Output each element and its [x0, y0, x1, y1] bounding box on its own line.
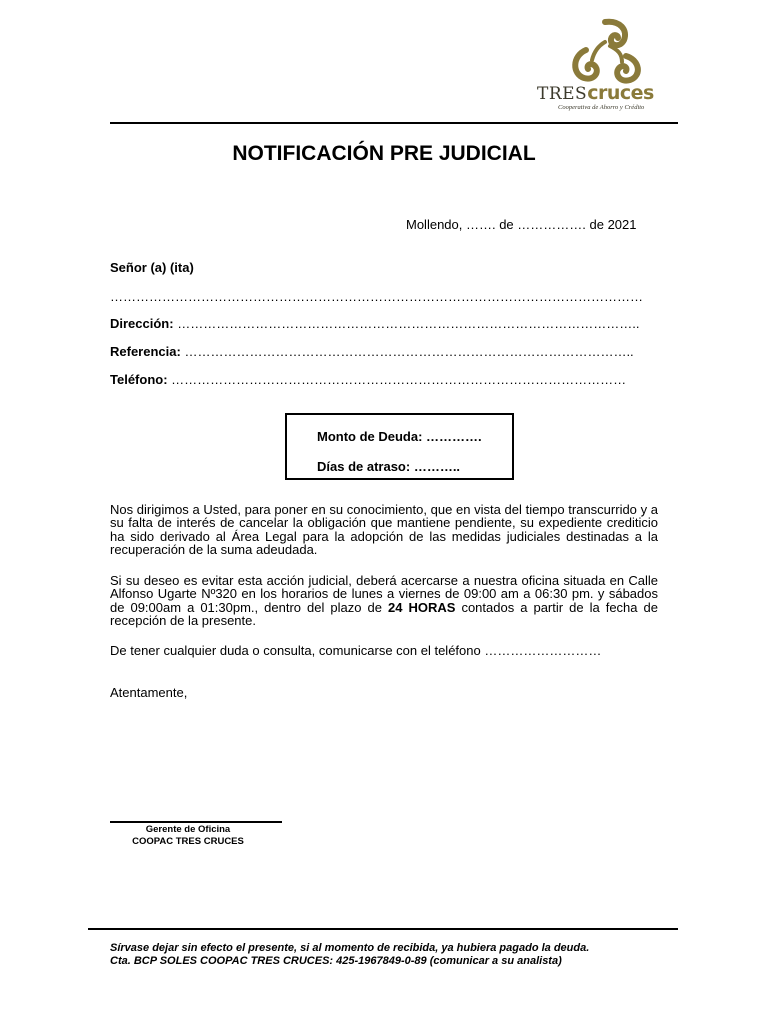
- address-field: ……………………………………………………………………………………………..: [177, 316, 640, 331]
- debt-summary-box: [285, 413, 514, 480]
- deadline-emphasis: 24 HORAS: [387, 599, 456, 615]
- paragraph-2-text-end: contados a partir de la fecha de recepción de la presente.: [110, 599, 658, 629]
- document-title: NOTIFICACIÓN PRE JUDICIAL: [232, 142, 536, 165]
- signature-organization: COOPAC TRES CRUCES: [132, 836, 244, 847]
- body-paragraph-2: [110, 574, 658, 628]
- address-row: [110, 316, 639, 331]
- body-paragraph-3: De tener cualquier duda o consulta, comunicarse con el teléfono ………………………: [110, 643, 602, 658]
- body-paragraph-1: Nos dirigimos a Usted, para poner en su conocimiento, que en vista del tiempo transcurrido y a su falta de interés de cancelar la obligación que mantiene pendiente, su expediente crediticio ha sido derivado al Área Legal para la adopción de las medidas judiciales destinadas a la recuperación de la suma adeudada.: [110, 502, 658, 558]
- reference-label: Referencia:: [110, 344, 181, 359]
- logo-word-cruces: cruces: [587, 82, 654, 104]
- logo-wordmark: [537, 84, 682, 103]
- logo-word-tres: TRES: [537, 84, 588, 104]
- phone-field: ……………………………………………………………………………………………: [171, 372, 627, 387]
- triskelion-logo-icon: [562, 16, 648, 86]
- logo-subtitle: Cooperativa de Ahorro y Crédito: [558, 104, 645, 111]
- reference-field: …………………………………………………………………………………………..: [184, 344, 634, 359]
- date-line: Mollendo, ……. de ……………. de 2021: [406, 217, 637, 232]
- debt-amount: Monto de Deuda: ………….: [317, 429, 482, 444]
- reference-row: [110, 344, 634, 359]
- signature-line: [110, 821, 282, 823]
- paragraph-2-text-start: Si su deseo es evitar esta acción judicial, deberá acercarse a nuestra oficina situada en Calle Alfonso Ugarte Nº320 en los horarios de lunes a viernes de 09:00 am a 06:30 pm. y sábados de 09:00am a 01:30pm., dentro del plazo de: [110, 573, 658, 615]
- closing-text: Atentamente,: [110, 685, 188, 700]
- recipient-name-field: ……………………………………………………………………………………………………………: [110, 289, 643, 304]
- footer-bank-account: Cta. BCP SOLES COOPAC TRES CRUCES: 425-1967849-0-89 (comunicar a su analista): [110, 955, 562, 967]
- phone-row: [110, 372, 626, 387]
- address-label: Dirección:: [110, 316, 174, 331]
- footer-divider: [88, 928, 678, 930]
- recipient-salutation: Señor (a) (ita): [110, 260, 194, 275]
- header-divider: [110, 122, 678, 124]
- days-overdue: Días de atraso: ………..: [317, 459, 461, 474]
- footer-note: Sírvase dejar sin efecto el presente, si al momento de recibida, ya hubiera pagado la deuda.: [110, 942, 590, 954]
- phone-label: Teléfono:: [110, 372, 168, 387]
- company-logo: [530, 14, 680, 114]
- signature-role: Gerente de Oficina: [145, 824, 231, 835]
